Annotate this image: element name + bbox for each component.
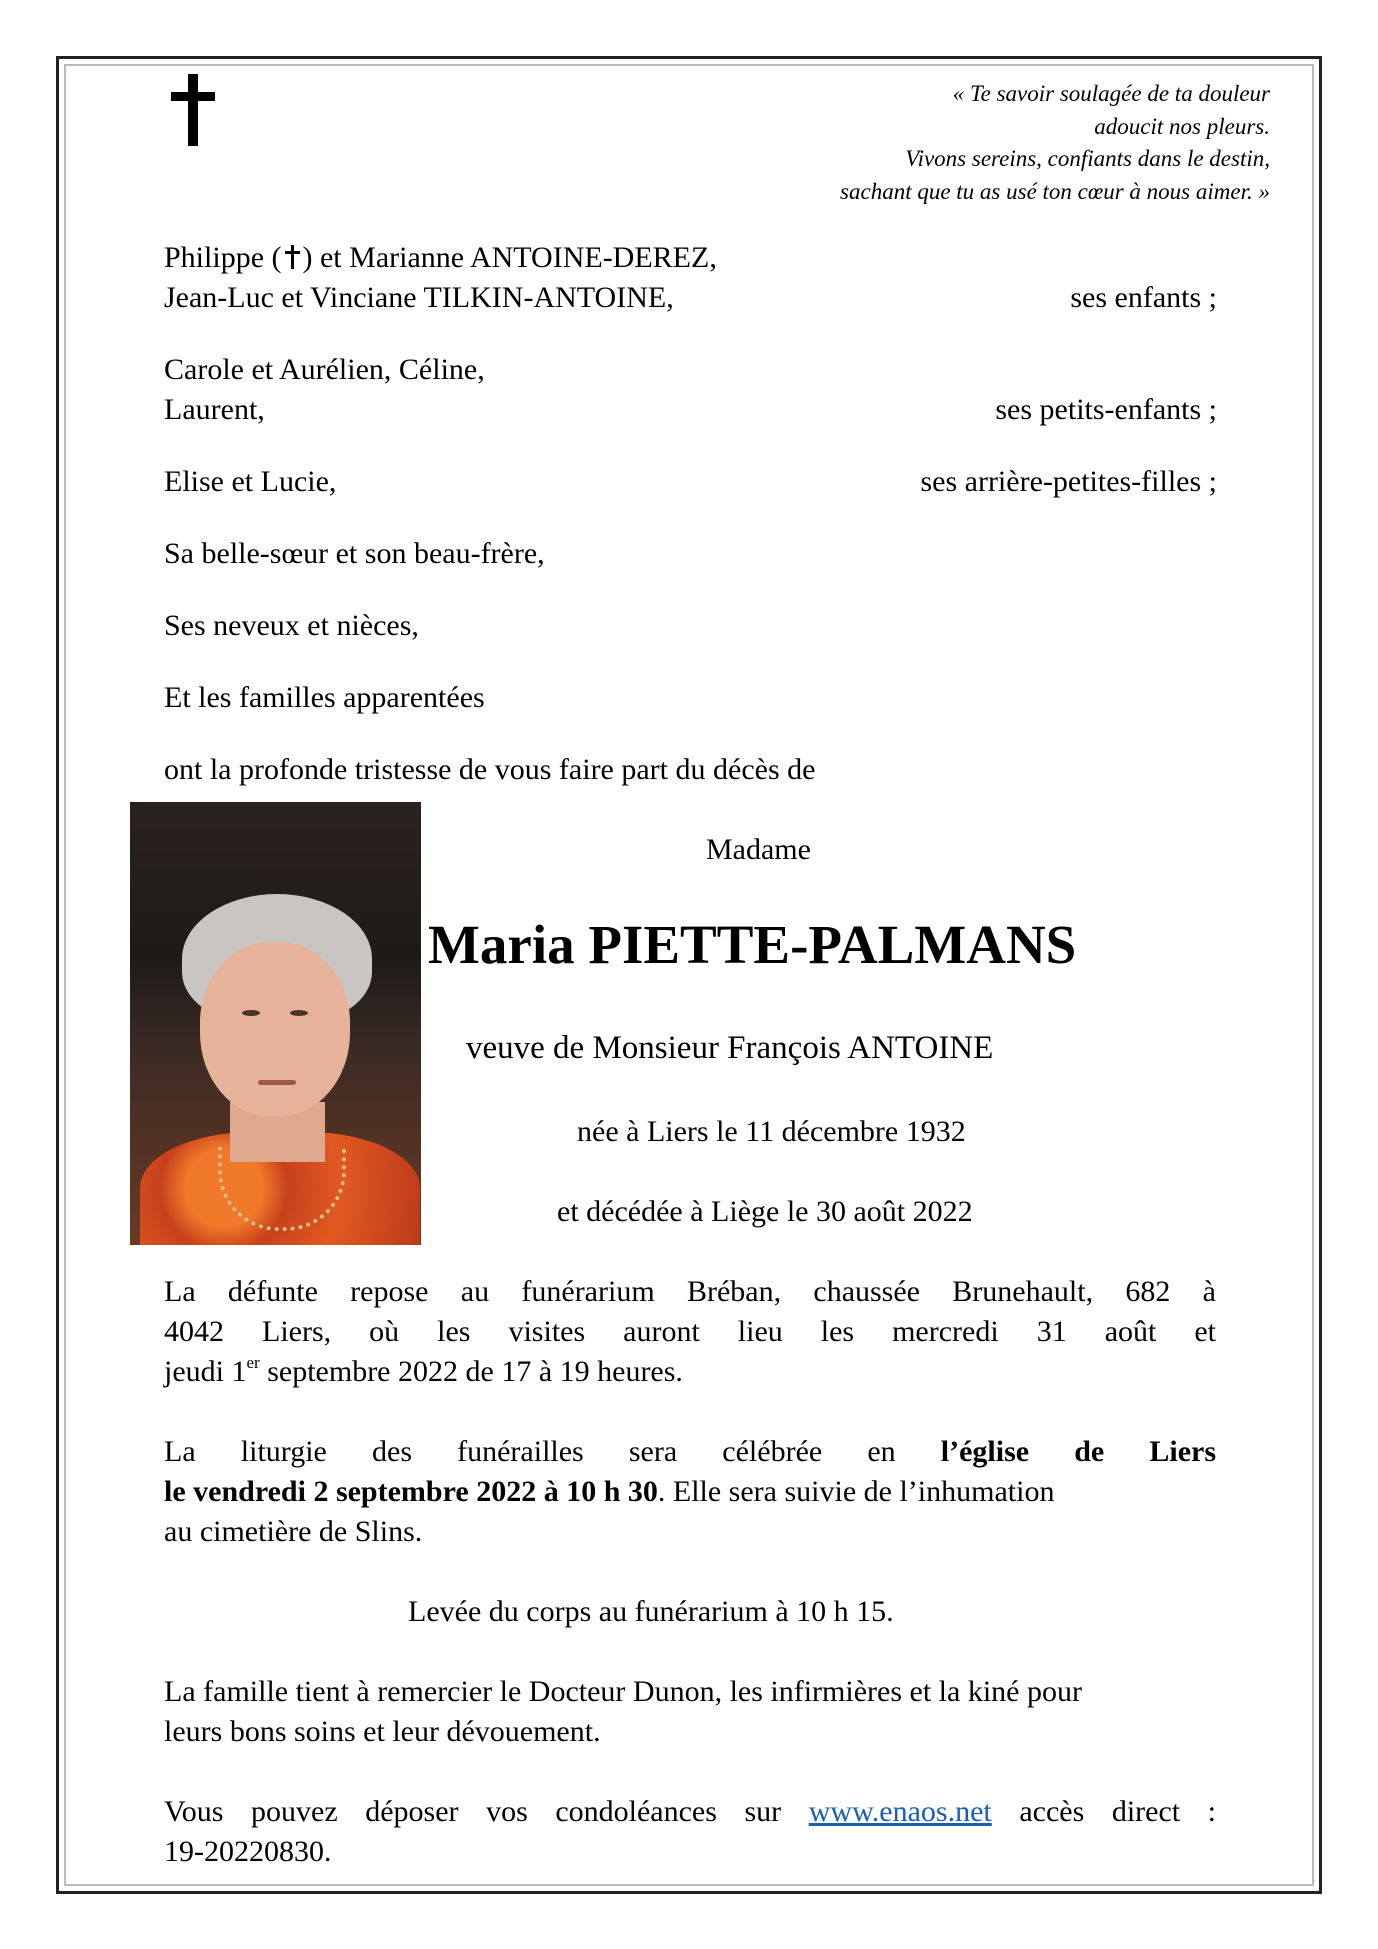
thanks-line-1: La famille tient à remercier le Docteur Dunon, les infirmières et la kiné pour [164, 1675, 1082, 1708]
children-label: ses enfants ; [1070, 281, 1217, 314]
funeral-line-3: au cimetière de Slins. [164, 1515, 423, 1548]
in-laws: Sa belle-sœur et son beau-frère, [164, 537, 545, 570]
quote-line: adoucit nos pleurs. [1094, 113, 1270, 139]
announcement: ont la profonde tristesse de vous faire part du décès de [164, 753, 816, 786]
funeral-text-a: La liturgie des funérailles sera célébrée en [164, 1435, 941, 1468]
widow-of: veuve de Monsieur François ANTOINE [466, 1030, 994, 1066]
death-info: et décédée à Liège le 30 août 2022 [557, 1195, 973, 1228]
grandchildren-label: ses petits-enfants ; [995, 393, 1217, 426]
cross-icon [171, 74, 215, 146]
condolences-line-1 [164, 1792, 1216, 1832]
nephews: Ses neveux et nièces, [164, 609, 419, 642]
children-line-1 [164, 238, 717, 278]
visit-text-b: septembre 2022 de 17 à 19 heures. [259, 1355, 683, 1388]
children-text-b: ) et Marianne ANTOINE-DEREZ, [302, 241, 717, 274]
great-grandchildren-label: ses arrière-petites-filles ; [920, 465, 1217, 498]
portrait-photo [130, 802, 421, 1245]
funeral-line-2 [164, 1472, 1216, 1512]
grandchildren-line-1: Carole et Aurélien, Céline, [164, 353, 485, 386]
families: Et les familles apparentées [164, 681, 485, 714]
title-madame: Madame [706, 833, 811, 866]
condolences-text-b: accès direct : [991, 1795, 1217, 1828]
condolences-text-a: Vous pouvez déposer vos condoléances sur [164, 1795, 809, 1828]
visit-line-3 [164, 1352, 1216, 1392]
condolences-line-2: 19-20220830. [164, 1835, 332, 1868]
funeral-text-b: . Elle sera suivie de l’inhumation [657, 1475, 1055, 1508]
thanks-line-2: leurs bons soins et leur dévouement. [164, 1715, 601, 1748]
levee: Levée du corps au funérarium à 10 h 15. [408, 1595, 894, 1628]
visit-line-2: 4042 Liers, où les visites auront lieu les mercredi 31 août et [164, 1315, 1216, 1348]
children-text-a: Philippe ( [164, 241, 282, 274]
children-line-2: Jean-Luc et Vinciane TILKIN-ANTOINE, [164, 281, 674, 314]
visit-superscript: er [246, 1353, 260, 1372]
quote-line: « Te savoir soulagée de ta douleur [952, 81, 1270, 106]
funeral-datetime: le vendredi 2 septembre 2022 à 10 h 30 [164, 1475, 658, 1508]
grandchildren-line-2: Laurent, [164, 393, 265, 426]
visit-text-a: jeudi 1 [164, 1355, 247, 1388]
quote-block [570, 78, 1270, 208]
deceased-name: Maria PIETTE-PALMANS [428, 914, 1077, 975]
great-grandchildren: Elise et Lucie, [164, 465, 337, 498]
cross-icon [284, 245, 301, 269]
quote-line: Vivons sereins, confiants dans le destin, [905, 146, 1270, 171]
condolences-link[interactable]: www.enaos.net [808, 1795, 992, 1828]
birth-info: née à Liers le 11 décembre 1932 [577, 1115, 966, 1148]
visit-line-1: La défunte repose au funérarium Bréban, chaussée Brunehault, 682 à [164, 1275, 1216, 1308]
funeral-church: l’église de Liers [940, 1435, 1216, 1468]
quote-line: sachant que tu as usé ton cœur à nous aimer. » [840, 178, 1270, 204]
funeral-line-1 [164, 1432, 1216, 1472]
